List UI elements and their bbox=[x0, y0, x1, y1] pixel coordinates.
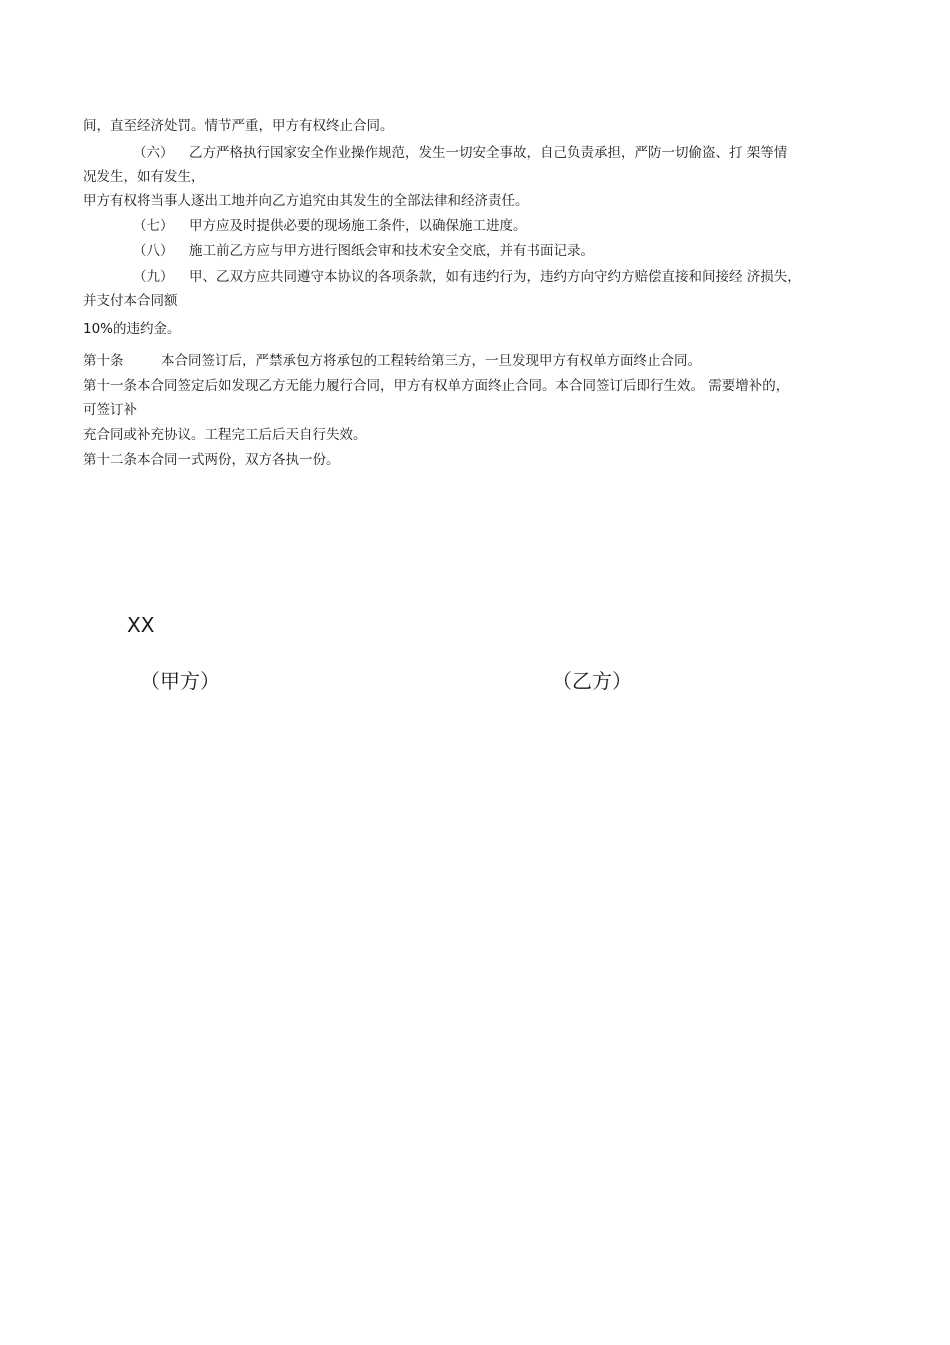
clause-9 bbox=[133, 268, 801, 286]
party-b-label: （乙方） bbox=[552, 669, 632, 693]
clause-text: 乙方严格执行国家安全作业操作规范，发生一切安全事故，自己负责承担，严防一切偷盗、打 架等情 bbox=[189, 145, 788, 161]
text-line: 甲方有权将当事人逐出工地并向乙方追究由其发生的全部法律和经济责任。 bbox=[83, 193, 529, 209]
clause-number: （八） bbox=[133, 243, 174, 259]
clause-number: （七） bbox=[133, 218, 174, 234]
text-line: 第十二条本合同一式两份，双方各执一份。 bbox=[83, 452, 340, 468]
article-text: 本合同签订后，严禁承包方将承包的工程转给第三方，一旦发现甲方有权单方面终止合同。 bbox=[161, 353, 701, 369]
clause-6 bbox=[133, 144, 787, 162]
article-10 bbox=[83, 352, 701, 370]
clause-8 bbox=[133, 242, 594, 260]
text-line: 并支付本合同额 bbox=[83, 293, 178, 309]
clause-text: 施工前乙方应与甲方进行图纸会审和技术安全交底，并有书面记录。 bbox=[189, 243, 594, 259]
text-line: 充合同或补充协议。工程完工后后天自行失效。 bbox=[83, 427, 367, 443]
clause-text: 甲方应及时提供必要的现场施工条件，以确保施工进度。 bbox=[189, 218, 527, 234]
text-line: 间，直至经济处罚。情节严重，甲方有权终止合同。 bbox=[83, 118, 394, 134]
clause-number: （九） bbox=[133, 269, 174, 285]
article-number: 第十条 bbox=[83, 353, 124, 369]
clause-7 bbox=[133, 217, 527, 235]
party-a-label: （甲方） bbox=[140, 669, 220, 693]
text-line: 可签订补 bbox=[83, 402, 137, 418]
clause-number: （六） bbox=[133, 145, 174, 161]
clause-text: 甲、乙双方应共同遵守本协议的各项条款，如有违约行为，违约方向守约方赔偿直接和间接经 济损失， bbox=[189, 269, 801, 285]
signature-xx: XX bbox=[127, 613, 155, 637]
text-line: 第十一条本合同签定后如发现乙方无能力履行合同，甲方有权单方面终止合同。本合同签订后即行生效。 需要增补的， bbox=[83, 378, 790, 394]
text-line: 10%的违约金。 bbox=[83, 321, 181, 337]
text-line: 况发生，如有发生， bbox=[83, 169, 205, 185]
